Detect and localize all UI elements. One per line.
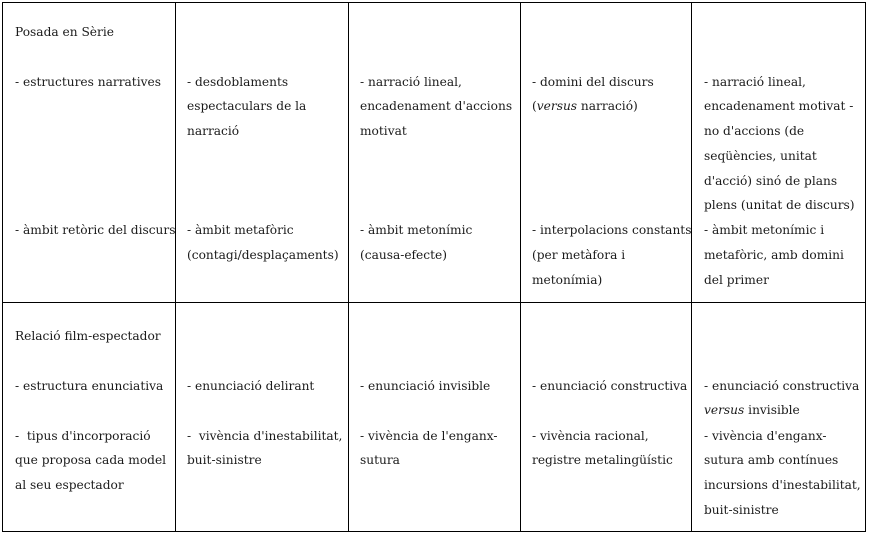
cell-line: incursions d'inestabilitat, <box>704 478 861 492</box>
row-label: - tipus d'incorporació <box>15 429 151 443</box>
cell-line: (versus narració) <box>532 99 638 113</box>
column-divider <box>175 3 176 531</box>
cell-line: buit-sinistre <box>187 453 262 467</box>
cell-line: sutura amb contínues <box>704 453 839 467</box>
row-header-relacio: Relació film-espectador <box>15 329 161 343</box>
cell-line: - vivència d'enganx- <box>704 429 827 443</box>
cell-line: d'acció) sinó de plans <box>704 174 838 188</box>
column-divider <box>348 3 349 531</box>
cell-line: narració <box>187 124 240 138</box>
row-label: al seu espectador <box>15 478 124 492</box>
cell-line: no d'accions (de <box>704 124 805 138</box>
row-label: - estructura enunciativa <box>15 379 164 393</box>
cell-line: - àmbit metafòric <box>187 223 294 237</box>
cell-line: - interpolacions constants <box>532 223 692 237</box>
cell-line: sutura <box>360 453 400 467</box>
cell-line: - enunciació constructiva <box>532 379 688 393</box>
cell-line: encadenament d'accions <box>360 99 513 113</box>
cell-line: - enunciació delirant <box>187 379 315 393</box>
column-divider <box>520 3 521 531</box>
cell-line: - vivència d'inestabilitat, <box>187 429 343 443</box>
row-label: - àmbit retòric del discurs <box>15 223 176 237</box>
cell-line: (causa-efecte) <box>360 248 447 262</box>
cell-line: (contagi/desplaçaments) <box>187 248 339 262</box>
cell-line: (per metàfora i <box>532 248 626 262</box>
versus-italic: versus <box>704 403 745 417</box>
cell-line: - àmbit metonímic i <box>704 223 825 237</box>
cell-line: registre metalingüístic <box>532 453 673 467</box>
cell-line: encadenament motivat - <box>704 99 854 113</box>
row-header-posada: Posada en Sèrie <box>15 25 114 39</box>
cell-line: - enunciació constructiva <box>704 379 860 393</box>
cell-line: espectaculars de la <box>187 99 307 113</box>
cell-line: seqüències, unitat <box>704 149 817 163</box>
cell-line: versus invisible <box>704 403 800 417</box>
cell-line: - desdoblaments <box>187 75 289 89</box>
row-label: - estructures narratives <box>15 75 161 89</box>
cell-line: plens (unitat de discurs) <box>704 198 855 212</box>
cell-line: metonímia) <box>532 273 603 287</box>
cell-line: - enunciació invisible <box>360 379 491 393</box>
row-divider <box>3 302 865 303</box>
cell-line: metafòric, amb domini <box>704 248 844 262</box>
cell-line: del primer <box>704 273 769 287</box>
cell-line: - domini del discurs <box>532 75 654 89</box>
cell-line: - àmbit metonímic <box>360 223 473 237</box>
cell-line: - narració lineal, <box>360 75 462 89</box>
cell-line: - vivència racional, <box>532 429 649 443</box>
row-label: que proposa cada model <box>15 453 167 467</box>
column-divider <box>691 3 692 531</box>
versus-italic: versus <box>536 99 578 113</box>
cell-line: buit-sinistre <box>704 503 779 517</box>
cell-line: - narració lineal, <box>704 75 806 89</box>
cell-line: - vivència de l'enganx- <box>360 429 498 443</box>
cell-line: motivat <box>360 124 407 138</box>
